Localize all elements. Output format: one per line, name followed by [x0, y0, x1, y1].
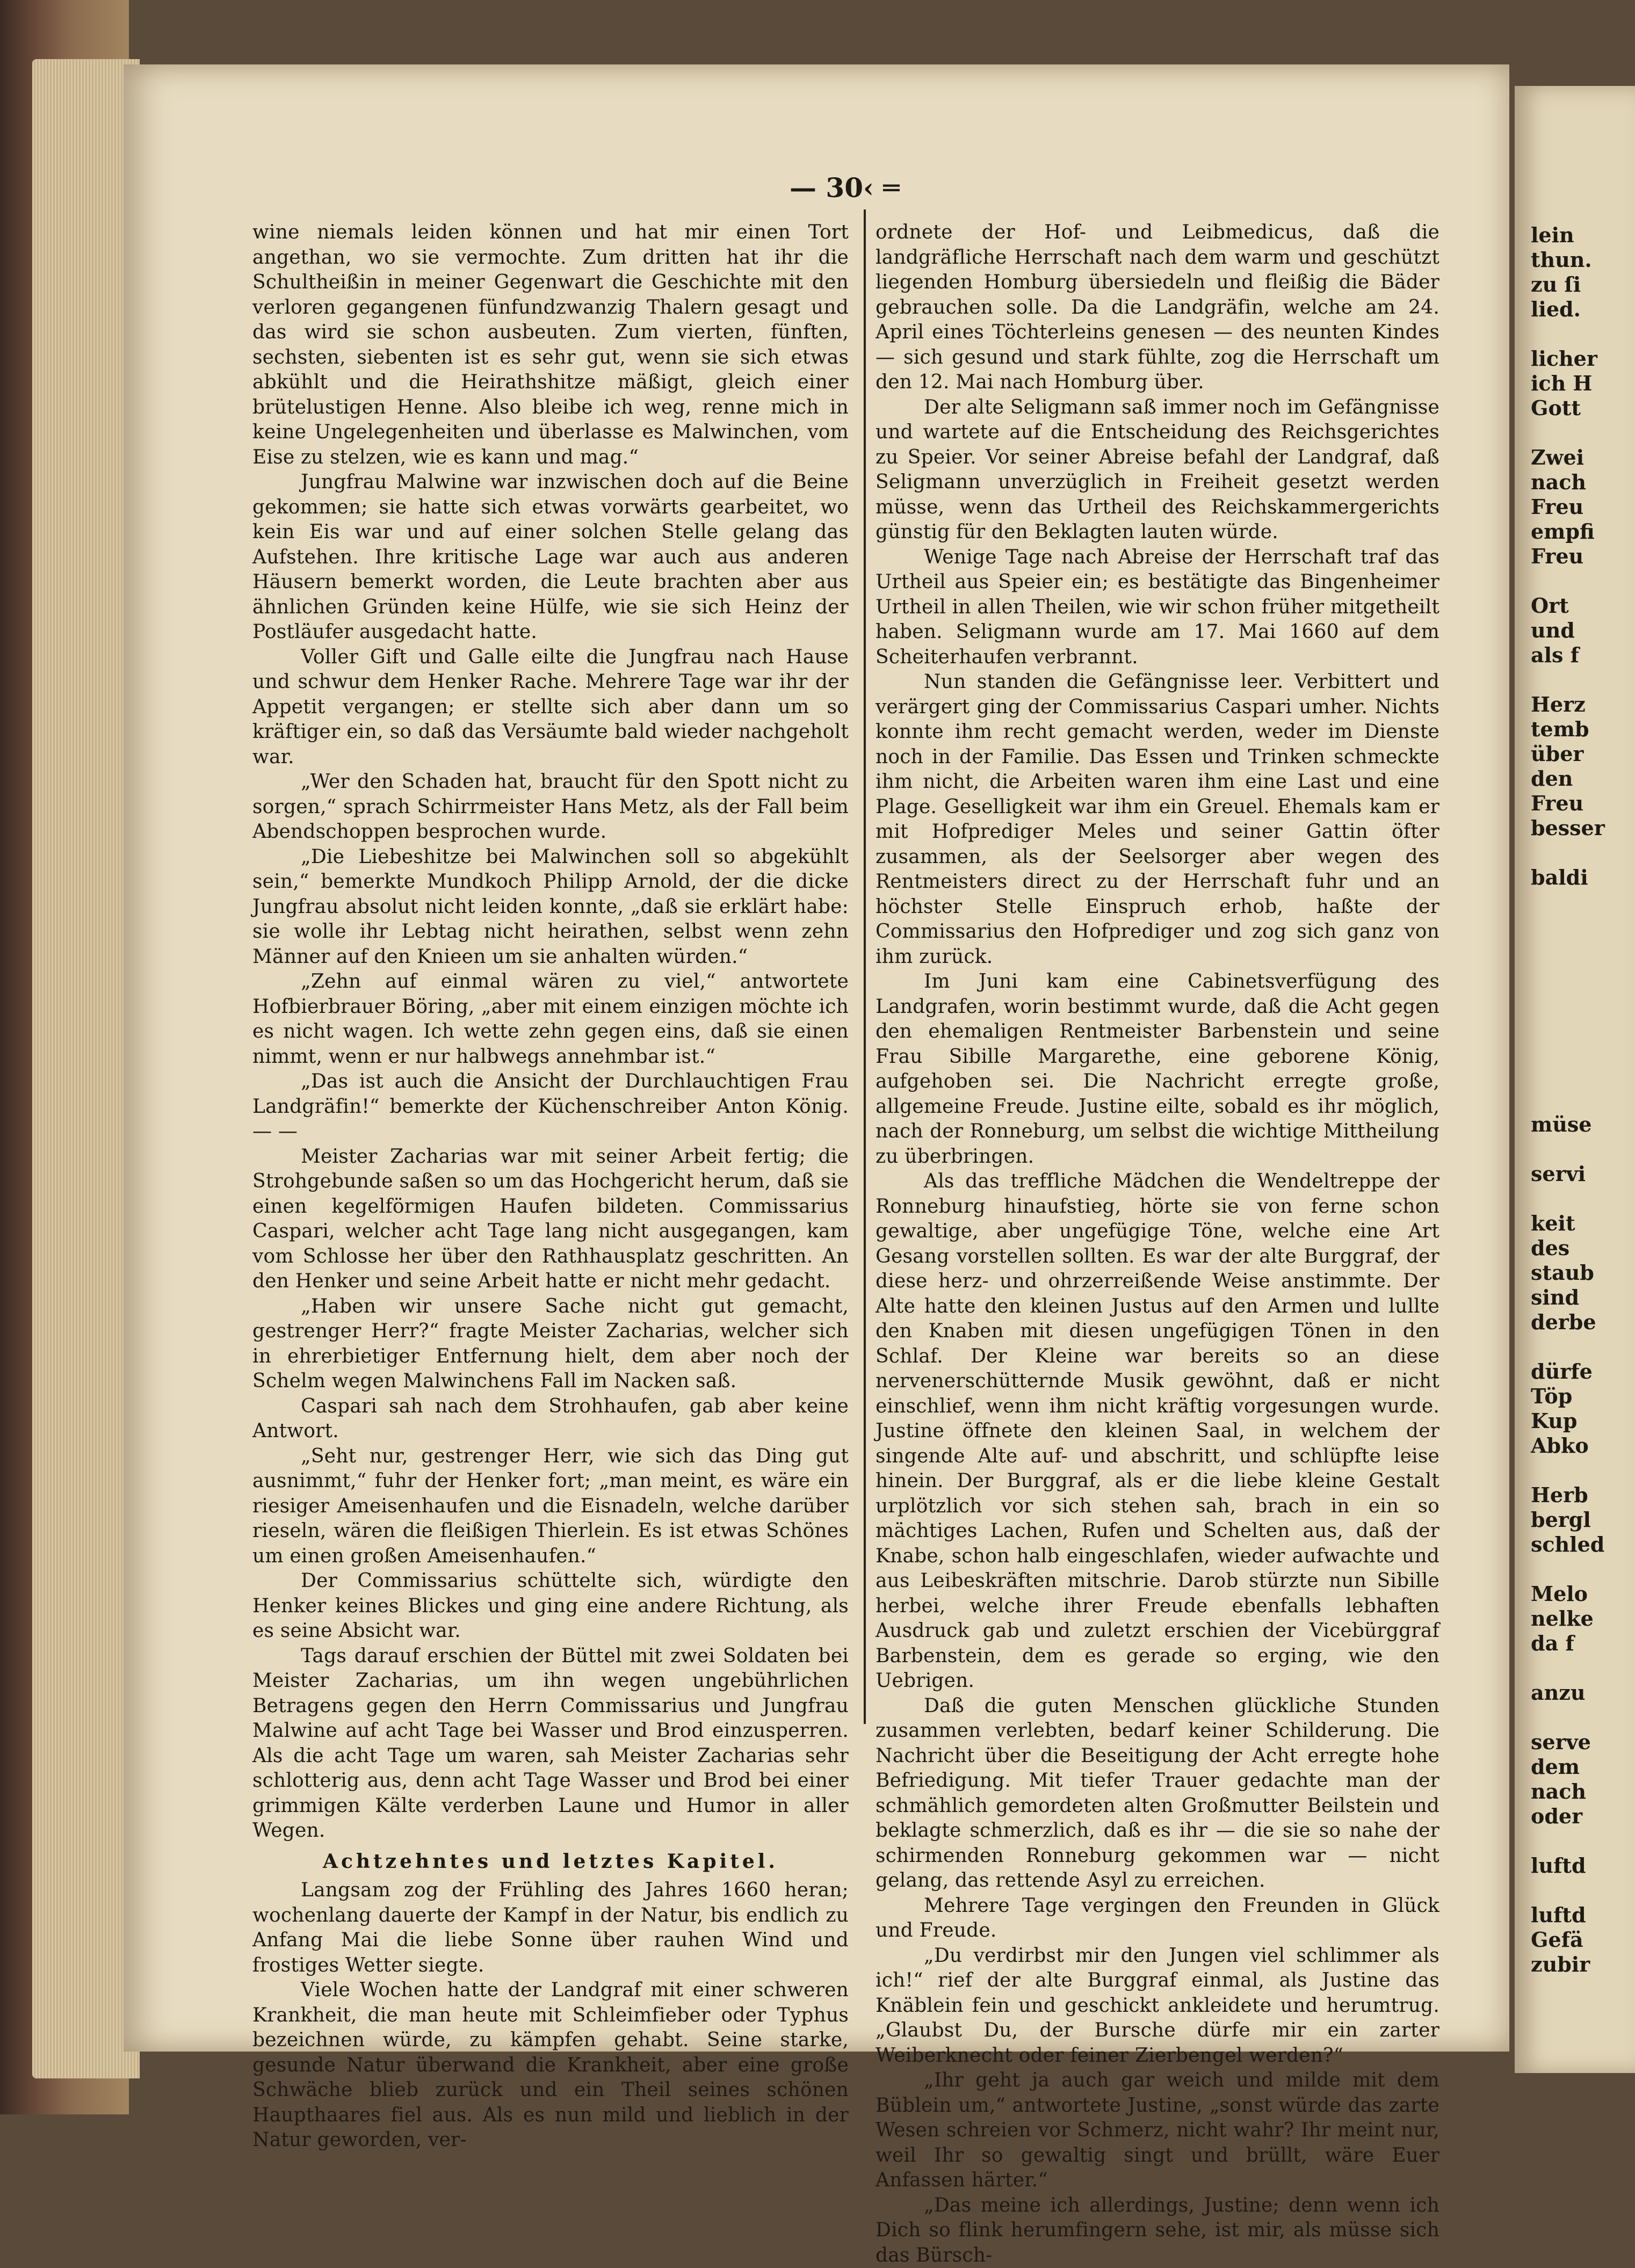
- paragraph: Im Juni kam eine Cabinetsverfügung des Landgrafen, worin bestimmt wurde, daß die Acht gegen den ehemaligen Rentmeister Barbenstein und seine Frau Sibille Margarethe, eine geborene König, aufgehoben sei. Die Nachricht erregte große, allgemeine Freude. Justine eilte, sobald es ihr möglich, nach der Ronneburg, um selbst die wichtige Mittheilung zu überbringen.: [876, 969, 1439, 1169]
- facing-page-text-fragment: zubir: [1531, 1952, 1590, 1976]
- facing-page-text-fragment: müse: [1531, 1112, 1591, 1136]
- facing-page-text-fragment: luftd: [1531, 1853, 1586, 1878]
- paragraph: „Wer den Schaden hat, braucht für den Spott nicht zu sorgen,“ sprach Schirrmeister Hans Metz, als der Fall beim Abendschoppen besprochen wurde.: [252, 770, 849, 845]
- facing-page-text-fragment: Freu: [1531, 544, 1583, 568]
- facing-page-text-fragment: keit: [1531, 1211, 1575, 1235]
- paragraph: „Das meine ich allerdings, Justine; denn wenn ich Dich so flink herumfingern sehe, ist mir, als müsse sich das Bürsch-: [876, 2193, 1439, 2268]
- page-number: — 30‹ ═: [790, 172, 900, 204]
- facing-page-text-fragment: Herz: [1531, 692, 1586, 716]
- facing-page-text-fragment: als f: [1531, 643, 1579, 667]
- paragraph: „Zehn auf einmal wären zu viel,“ antwortete Hofbierbrauer Böring, „aber mit einem einzigen möchte ich es nicht wagen. Ich wette zehn gegen eins, daß sie einen nimmt, wenn er nur halbwegs annehmbar ist.“: [252, 969, 849, 1069]
- paragraph: Daß die guten Menschen glückliche Stunden zusammen verlebten, bedarf keiner Schilderung. Die Nachricht über die Beseitigung der Acht erregte hohe Befriedigung. Mit tiefer Trauer gedachte man der schmählich gemordeten alten Großmutter Beilstein und beklagte schmerzlich, daß es ihr — die sie so nahe der schirmenden Ronneburg gekommen war — nicht gelang, das rettende Asyl zu erreichen.: [876, 1694, 1439, 1894]
- facing-page-text-fragment: oder: [1531, 1804, 1582, 1828]
- facing-page-text-fragment: über: [1531, 742, 1583, 766]
- facing-page-text-fragment: baldi: [1531, 865, 1588, 889]
- facing-page-text-fragment: licher: [1531, 346, 1597, 371]
- facing-page-text-fragment: thun.: [1531, 248, 1592, 272]
- paragraph: Voller Gift und Galle eilte die Jungfrau nach Hause und schwur dem Henker Rache. Mehrere Tage war ihr der Appetit vergangen; er stellte sich aber dann um so kräftiger ein, so daß das Versäumte bald wieder nachgeholt war.: [252, 645, 849, 770]
- paragraph: Der Commissarius schüttelte sich, würdigte den Henker keines Blickes und ging eine andere Richtung, als es seine Absicht war.: [252, 1569, 849, 1644]
- facing-page-text-fragment: bergl: [1531, 1508, 1591, 1532]
- facing-page-text-fragment: Töp: [1531, 1384, 1572, 1408]
- facing-page-text-fragment: dürfe: [1531, 1359, 1593, 1383]
- facing-page-text-fragment: empfi: [1531, 519, 1595, 544]
- paragraph: Jungfrau Malwine war inzwischen doch auf die Beine gekommen; sie hatte sich etwas vorwärts gearbeitet, wo kein Eis war und auf einer solchen Stelle gelang das Aufstehen. Ihre kritische Lage war auch aus anderen Häusern bemerkt worden, die Leute brachten aber aus ähnlichen Gründen keine Hülfe, wie sie sich Heinz der Postläufer ausgedacht hatte.: [252, 470, 849, 645]
- facing-page-text-fragment: und: [1531, 618, 1575, 642]
- paragraph: „Ihr geht ja auch gar weich und milde mit dem Büblein um,“ antwortete Justine, „sonst würde das zarte Wesen schreien vor Schmerz, nicht wahr? Ihr meint nur, weil Ihr so gewaltig singt und brüllt, wäre Euer Anfassen härter.“: [876, 2068, 1439, 2193]
- facing-page-text-fragment: Melo: [1531, 1582, 1588, 1606]
- paragraph: Tags darauf erschien der Büttel mit zwei Soldaten bei Meister Zacharias, um ihn wegen ungebührlichen Betragens gegen den Herrn Commissarius und Jungfrau Malwine auf acht Tage bei Wasser und Brod einzusperren. Als die acht Tage um waren, sah Meister Zacharias sehr schlotterig aus, denn acht Tage Wasser und Brod bei einer grimmigen Kälte verderben Laune und Humor in aller Wegen.: [252, 1644, 849, 1844]
- facing-page-text-fragment: nelke: [1531, 1606, 1594, 1631]
- chapter-heading: Achtzehntes und letztes Kapitel.: [252, 1849, 849, 1874]
- facing-page-text-fragment: sind: [1531, 1285, 1579, 1309]
- facing-page-text-fragment: da f: [1531, 1631, 1574, 1655]
- paragraph: „Die Liebeshitze bei Malwinchen soll so abgekühlt sein,“ bemerkte Mundkoch Philipp Arnold, der die dicke Jungfrau absolut nicht leiden konnte, „daß sie erklärt habe: sie wolle ihr Lebtag nicht heirathen, selbst wenn zehn Männer auf den Knieen um sie anhalten würden.“: [252, 845, 849, 970]
- paragraph: Caspari sah nach dem Strohhaufen, gab aber keine Antwort.: [252, 1394, 849, 1444]
- paragraph: Mehrere Tage vergingen den Freunden in Glück und Freude.: [876, 1894, 1439, 1944]
- facing-page-text-fragment: dem: [1531, 1755, 1580, 1779]
- facing-page-text-fragment: Abko: [1531, 1433, 1589, 1458]
- facing-page-text-fragment: Kup: [1531, 1409, 1577, 1433]
- facing-page-text-fragment: lein: [1531, 223, 1574, 247]
- facing-page-text-fragment: den: [1531, 766, 1573, 791]
- facing-page-text-fragment: Gott: [1531, 396, 1581, 420]
- paragraph: Langsam zog der Frühling des Jahres 1660 heran; wochenlang dauerte der Kampf in der Natur, bis endlich zu Anfang Mai die liebe Sonne über rauhen Wind und frostiges Wetter siegte.: [252, 1878, 849, 1978]
- right-text-column: [876, 220, 1439, 2268]
- paragraph: „Haben wir unsere Sache nicht gut gemacht, gestrenger Herr?“ fragte Meister Zacharias, welcher sich in ehrerbietiger Entfernung hielt, dem aber noch der Schelm wegen Malwinchens Fall im Nacken saß.: [252, 1294, 849, 1394]
- facing-page-text-fragment: servi: [1531, 1162, 1586, 1186]
- facing-page-fragment: [1515, 86, 1635, 2073]
- facing-page-text-fragment: Freu: [1531, 495, 1583, 519]
- paragraph: Als das treffliche Mädchen die Wendeltreppe der Ronneburg hinaufstieg, hörte sie von ferne schon gewaltige, aber ungefügige Töne, welche eine Art Gesang vorstellen sollten. Es war der alte Burggraf, der diese herz- und ohrzerreißende Weise anstimmte. Der Alte hatte den kleinen Justus auf den Armen und lullte den Knaben mit diesen ungefügigen Tönen in den Schlaf. Der Kleine war bereits so an diese nervenerschütternde Musik gewöhnt, daß er nicht einschlief, wenn ihm nicht kräftig vorgesungen wurde. Justine öffnete den kleinen Saal, in welchem der singende Alte auf- und abschritt, und schlüpfte leise hinein. Der Burggraf, als er die liebe kleine Gestalt urplötzlich vor sich stehen sah, brach in ein so mächtiges Lachen, Rufen und Schelten aus, daß der Knabe, schon halb eingeschlafen, wieder aufwachte und aus Leibeskräften mitschrie. Darob stürzte nun Sibille herbei, welche ihrer Freude ebenfalls lebhaften Ausdruck gab und zuletzt erschien der Vicebürggraf Barbenstein, dem es gerade so erging, wie den Uebrigen.: [876, 1169, 1439, 1694]
- paragraph: Der alte Seligmann saß immer noch im Gefängnisse und wartete auf die Entscheidung des Reichsgerichtes zu Speier. Vor seiner Abreise befahl der Landgraf, daß Seligmann unverzüglich in Freiheit gesetzt werden müsse, wenn das Urtheil des Reichskammergerichts günstig für den Beklagten lauten würde.: [876, 395, 1439, 545]
- paragraph: „Das ist auch die Ansicht der Durchlauchtigen Frau Landgräfin!“ bemerkte der Küchenschreiber Anton König. — —: [252, 1069, 849, 1144]
- facing-page-text-fragment: des: [1531, 1236, 1569, 1260]
- paragraph: Wenige Tage nach Abreise der Herrschaft traf das Urtheil aus Speier ein; es bestätigte das Bingenheimer Urtheil in allen Theilen, wie wir schon früher mitgetheilt haben. Seligmann wurde am 17. Mai 1660 auf dem Scheiterhaufen verbrannt.: [876, 545, 1439, 670]
- facing-page-text-fragment: Gefä: [1531, 1928, 1583, 1952]
- paragraph: „Du verdirbst mir den Jungen viel schlimmer als ich!“ rief der alte Burggraf einmal, als Justine das Knäblein fein und geschickt ankleidete und herumtrug. „Glaubst Du, der Bursche dürfe mir ein zarter Weiberknecht oder feiner Zierbengel werden?“: [876, 1944, 1439, 2069]
- facing-page-text-fragment: temb: [1531, 717, 1589, 741]
- paragraph: ordnete der Hof- und Leibmedicus, daß die landgräfliche Herrschaft nach dem warm und geschützt liegenden Homburg übersiedeln und fleißig die Bäder gebrauchen solle. Da die Landgräfin, welche am 24. April eines Töchterleins genesen — des neunten Kindes — sich gesund und stark fühlte, zog die Herrschaft um den 12. Mai nach Homburg über.: [876, 220, 1439, 395]
- facing-page-text-fragment: Herb: [1531, 1483, 1588, 1507]
- facing-page-text-fragment: Freu: [1531, 791, 1583, 815]
- paragraph: „Seht nur, gestrenger Herr, wie sich das Ding gut ausnimmt,“ fuhr der Henker fort; „man meint, es wäre ein riesiger Ameisenhaufen und die Eisnadeln, welche darüber rieseln, wären die fleißigen Thierlein. Es ist etwas Schönes um einen großen Ameisenhaufen.“: [252, 1444, 849, 1569]
- facing-page-text-fragment: anzu: [1531, 1680, 1585, 1705]
- facing-page-text-fragment: schled: [1531, 1532, 1604, 1556]
- facing-page-text-fragment: ich H: [1531, 371, 1592, 395]
- paragraph: Nun standen die Gefängnisse leer. Verbittert und verärgert ging der Commissarius Caspari umher. Nichts konnte ihm recht gemacht werden, weder im Dienste noch in der Familie. Das Essen und Trinken schmeckte ihm nicht, die Arbeiten waren ihm eine Last und eine Plage. Geselligkeit war ihm ein Greuel. Ehemals kam er mit Hofprediger Meles und seiner Gattin öfter zusammen, als der Seelsorger aber wegen des Rentmeisters direct zu der Herrschaft fuhr und an höchster Stelle Einspruch erhob, haßte der Commissarius den Hofprediger und zog sich ganz von ihm zurück.: [876, 670, 1439, 969]
- paragraph: Viele Wochen hatte der Landgraf mit einer schweren Krankheit, die man heute mit Schleimfieber oder Typhus bezeichnen würde, zu kämpfen gehabt. Seine starke, gesunde Natur überwand die Krankheit, aber eine große Schwäche blieb zurück und ein Theil seines schönen Haupthaares fiel aus. Als es nun mild und lieblich in der Natur geworden, ver-: [252, 1978, 849, 2153]
- paragraph: wine niemals leiden können und hat mir einen Tort angethan, wo sie vermochte. Zum dritten hat ihr die Schultheißin in meiner Gegenwart die Geschichte mit den verloren gegangenen fünfundzwanzig Thalern gesagt und das wird sie schon ausbeuten. Zum vierten, fünften, sechsten, siebenten ist es sehr gut, wenn sie sich etwas abkühlt und die Heirathshitze mäßigt, gleich einer brütelustigen Henne. Also bleibe ich weg, renne mich in keine Ungelegenheiten und überlasse es Malwinchen, vom Eise zu stelzen, wie es kann und mag.“: [252, 220, 849, 470]
- left-text-column: [252, 220, 849, 2153]
- facing-page-text-fragment: serve: [1531, 1730, 1591, 1754]
- facing-page-text-fragment: nach: [1531, 470, 1586, 494]
- facing-page-text-fragment: derbe: [1531, 1310, 1596, 1334]
- column-divider: [864, 209, 866, 1724]
- facing-page-text-fragment: nach: [1531, 1779, 1586, 1803]
- facing-page-text-fragment: Zwei: [1531, 445, 1584, 469]
- facing-page-text-fragment: Ort: [1531, 593, 1569, 618]
- facing-page-text-fragment: lied.: [1531, 297, 1581, 321]
- facing-page-text-fragment: zu ſi: [1531, 272, 1581, 296]
- facing-page-text-fragment: luftd: [1531, 1903, 1586, 1927]
- facing-page-text-fragment: besser: [1531, 816, 1605, 840]
- paragraph: Meister Zacharias war mit seiner Arbeit fertig; die Strohgebunde saßen so um das Hochgericht herum, daß sie einen kegelförmigen Haufen bildeten. Commissarius Caspari, welcher acht Tage lang nicht ausgegangen, kam vom Schlosse her über den Rathhausplatz geschritten. An den Henker und seine Arbeit hatte er nicht mehr gedacht.: [252, 1144, 849, 1294]
- facing-page-text-fragment: staub: [1531, 1260, 1594, 1285]
